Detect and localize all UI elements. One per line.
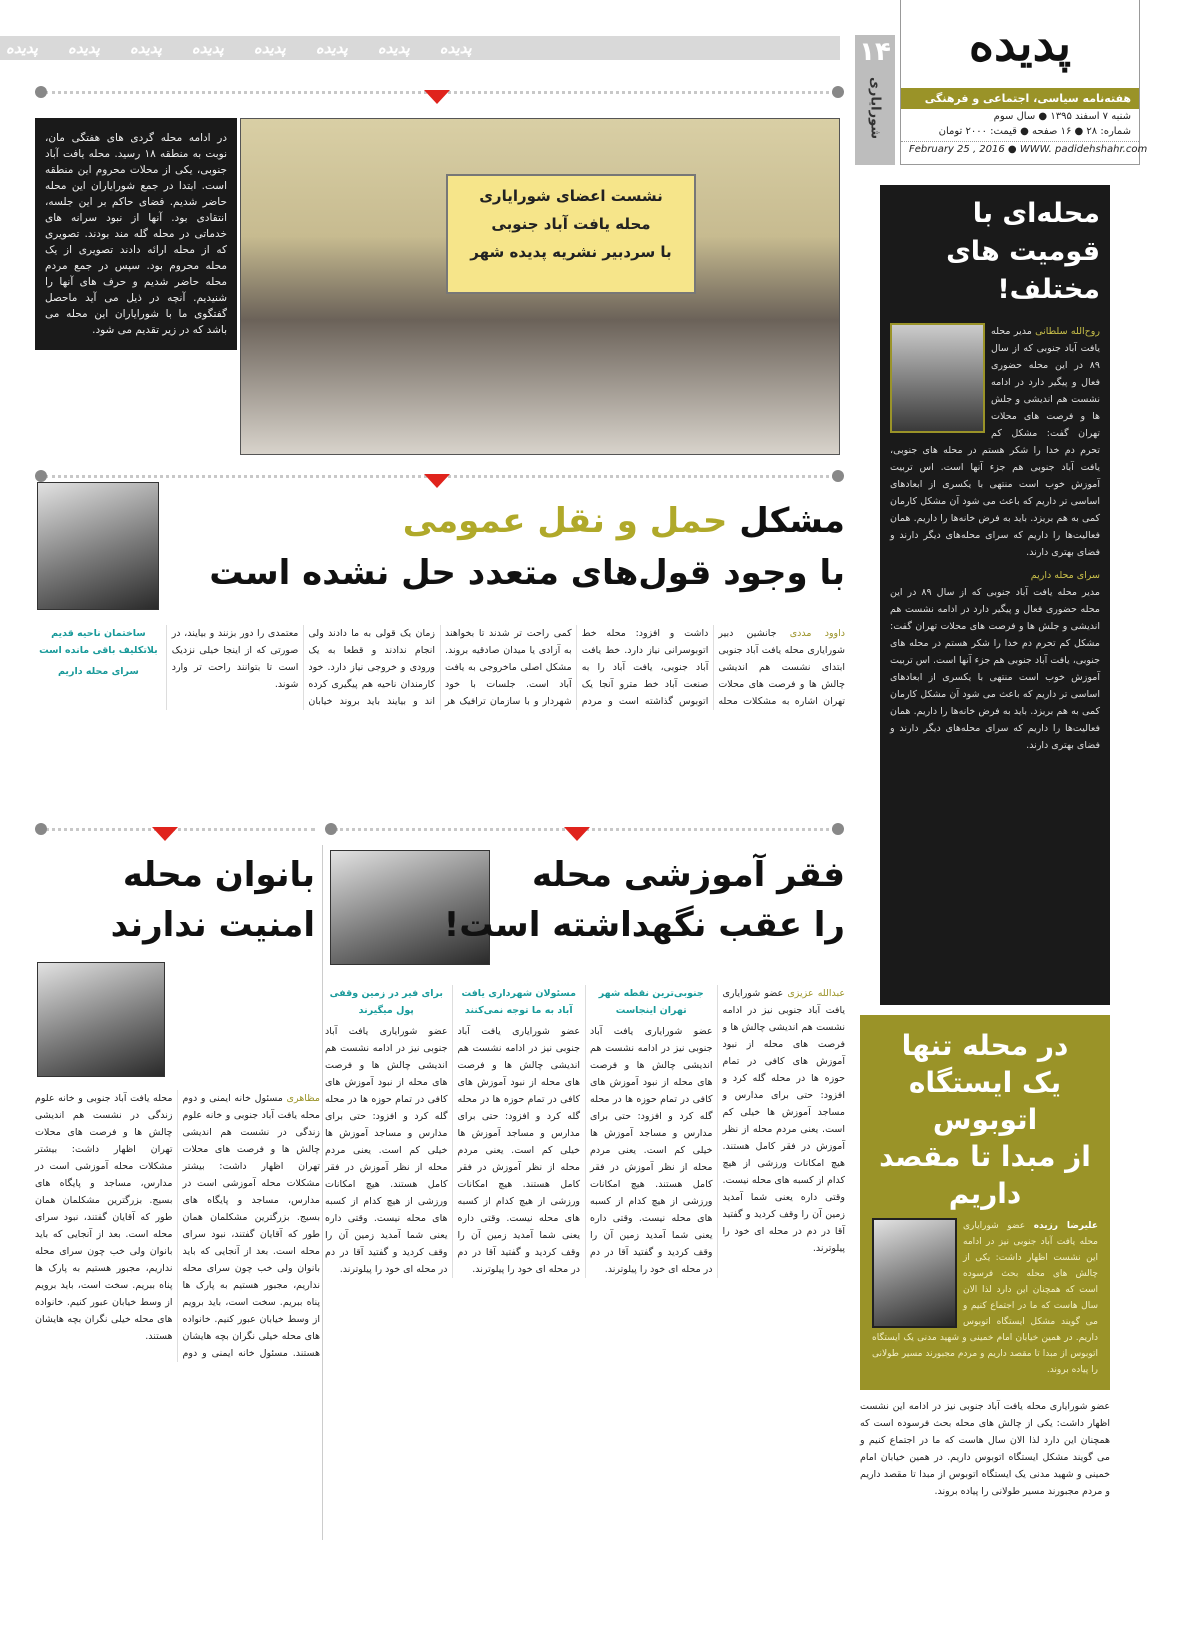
banner-line: با سردبیر نشریه پدیده شهر — [470, 243, 672, 261]
subhead: سرای محله داریم — [1030, 570, 1100, 581]
headline-line: در محله تنها — [901, 1029, 1069, 1062]
transport-body — [35, 625, 845, 710]
red-triangle-marker — [152, 827, 178, 841]
portrait-photo — [890, 323, 985, 433]
page-number: ۱۴ — [859, 37, 891, 67]
strip-logo: پدیده — [67, 39, 100, 57]
headline-line: بانوان محله — [122, 855, 315, 895]
headline-line: یک ایستگاه اتوبوس — [908, 1066, 1062, 1136]
strip-logo: پدیده — [6, 39, 38, 57]
body-text: عضو شورایاری یافت آباد جنوبی نیز در ادامه نشست هم اندیشی چالش ها و فرصت های محله از نبود آموزش های کافی در تمام حوزه ها در محله گله کرد و افزود: حتی برای مدارس و مساجد آموزش ها خیلی کم است. یعنی مردم محله از نظر آموزش در فقر کامل هستند. هیچ امکانات ورزشی از هیچ کدام از کسبه های محله نیست. وقتی داره یعنی شما آمدید زمین آن را وقف کردید و گفتید آقا در دم در محله ای خود را پیلوترند. — [590, 1026, 713, 1275]
banner-line: محله یافت آباد جنوبی — [491, 215, 651, 233]
divider-dot — [832, 823, 844, 835]
english-date-url: February 25 , 2016 ● WWW. padidehshahr.com — [901, 141, 1139, 157]
headline-line: با وجود قول‌های متعدد حل نشده است — [209, 553, 845, 593]
body-text: عضو شورایاری یافت آباد جنوبی نیز در ادامه نشست هم اندیشی چالش ها و فرصت های محله از نبود آموزش های کافی در تمام حوزه ها در محله گله کرد و افزود: حتی برای مدارس و مساجد آموزش ها خیلی کم است. یعنی مردم محله از نظر آموزش در فقر کامل هستند. هیچ امکانات ورزشی از هیچ کدام از کسبه های محله نیست. وقتی داره یعنی شما آمدید زمین آن را وقف کردید و گفتید آقا در دم در محله ای خود را پیلوترند. — [325, 1026, 448, 1275]
column-rule — [322, 845, 323, 1540]
portrait-photo — [37, 962, 165, 1077]
body-text: عضو شورایاری یافت آباد جنوبی نیز در ادامه نشست هم اندیشی چالش ها و فرصت های محله از نبود آموزش های کافی در تمام حوزه ها در محله گله کرد و افزود: حتی برای مدارس و مساجد آموزش ها خیلی کم است. یعنی مردم محله از نظر آموزش در فقر کامل هستند. هیچ امکانات ورزشی از هیچ کدام از کسبه های محله نیست. وقتی داره یعنی شما آمدید زمین آن را وقف کردید و گفتید آقا در دم در محله ای خود را پیلوترند. — [722, 988, 845, 1254]
right-article-headline — [890, 195, 1100, 309]
headline-word: مشکل — [739, 501, 845, 541]
photo-banner — [446, 174, 696, 294]
strip-logo: پدیده — [439, 39, 472, 57]
divider-dot — [35, 86, 47, 98]
body-text: جانشین دبیر شورایاری محله یافت آباد جنوبی ابتدای نشست هم اندیشی چالش ها و فرصت های محلات تهران اشاره به مشکلات محله داشت و افزود: محله خط اتوبوسرانی نیاز دارد. خط یافت آباد جنوبی، یافت آباد را به صنعت آباد خط مترو آنجا یک اتوبوس گذاشته است و مردم کمی راحت تر شدند تا بخواهند به آزادی یا میدان صادقیه بروند. مشکل اصلی ماخروجی به یافت آباد است. جلسات با خود شهردار و با سازمان ترافیک هر زمان یک قولی به ما دادند ولی انجام ندادند و قطعا به یک ورودی و خروجی نیاز دارد. خود کارمندان ناحیه هم پیگیری کرده اند و بیایند باید بروند خیابان معتمدی را دور بزنند و بیایند، در صورتی که از اینجا خیلی نزدیک است تا بتوانند راحت تر وارد شوند. — [171, 628, 845, 707]
strip-logo: پدیده — [253, 39, 286, 57]
body-text: مسئول خانه ایمنی و دوم محله یافت آباد جنوبی و خانه علوم زندگی در نشست هم اندیشی چالش ها و فرصت های محلات تهران اظهار داشت: بیشتر مشکلات محله آموزشی است در مدارس، مساجد و پایگاه های بسیج. بزرگترین مشکلمان همان طور که آقایان گفتند، نبود سرای محله است. بعد از آنجایی که باید بانوان ولی خب چون سرای محله نداریم، مجبور هستیم به پارک ها پناه ببریم. سخت است، باید برویم از وسط خیابان عبور کنیم. خانواده های محله خیلی نگران بچه هایشان هستند. — [182, 1093, 320, 1359]
strip-logo: پدیده — [377, 39, 410, 57]
masthead — [900, 0, 1148, 165]
newspaper-logo: پدیده — [968, 16, 1072, 72]
strip-logo: پدیده — [129, 39, 162, 57]
divider-dot — [35, 470, 47, 482]
strip-logo: پدیده — [315, 39, 348, 57]
page-number-box — [855, 35, 895, 165]
banner-line: نشست اعضای شورایاری — [479, 187, 663, 205]
women-headline — [35, 850, 315, 950]
portrait-photo — [37, 482, 159, 610]
body-text: مدیر محله یافت آباد جنوبی که از سال ۸۹ در این محله حضوری فعال و پیگیر دارد در ادامه نشست هم اندیشی و جلش ها و فرصت های محلات تهران گفت: مشکل کم تحرم دم خدا را شکر هستم در محله های جنوبی، یافت آباد جنوبی هم جزء آنها است. اس تربیت آموزش خوب است منتهی با یکسری از ابعادهای اساسی تر داریم که باعث می شود آن مشکل کارمان کمی به هم بریزد. باید به فرض خانه‌ها را داریم. همان فعالیت‌ها را داریم که سرای محله‌های دیگر دارند و فضای بهتری دارند. — [890, 326, 1100, 558]
headline-line: قومیت های مختلف! — [946, 236, 1100, 305]
tagline: هفته‌نامه سیاسی، اجتماعی و فرهنگی — [901, 88, 1139, 109]
red-triangle-marker — [424, 474, 450, 488]
bus-body-continued — [860, 1398, 1110, 1500]
bus-article-box — [860, 1015, 1110, 1390]
date-line: شنبه ۷ اسفند ۱۳۹۵ ● سال سوم — [993, 111, 1131, 122]
headline-line: داریم — [948, 1177, 1022, 1210]
portrait-photo — [872, 1218, 957, 1328]
subhead: سرای محله داریم — [57, 666, 139, 677]
transport-headline — [180, 495, 845, 599]
issue-line: شماره: ۲۸ ● ۱۶ صفحه ● قیمت: ۲۰۰۰ تومان — [938, 126, 1131, 137]
body-text: عضو شورایاری محله یافت آباد جنوبی نیز در ادامه این نشست اظهار داشت: یکی از چالش های محله بحث فرسوده است که همچنان این دارد لذا الان سال هاست که ما در اجتماع کنیم و می گویند مشکل ایستگاه اتوبوس داریم. در همین خیابان امام خمینی و شهید مدنی یک ایستگاه اتوبوس از مبدا تا مقصد داریم و مردم مجبورند مسیر طولانی را پیاده بروند. — [860, 1401, 1110, 1497]
body-text: مسئول خانه ایمنی و دوم محله یافت آباد جنوبی و خانه علوم زندگی در نشست هم اندیشی چالش ها و فرصت های محلات تهران اظهار داشت: بیشتر مشکلات محله آموزشی است در مدارس، مساجد و پایگاه های بسیج. بزرگترین مشکلمان همان طور که آقایان گفتند، نبود سرای محله است. بعد از آنجایی که باید بانوان ولی خب چون سرای محله نداریم، مجبور هستیم به پارک ها پناه ببریم. سخت است، باید برویم از وسط خیابان عبور کنیم. خانواده های محله خیلی نگران بچه هایشان هستند. — [35, 1093, 293, 1359]
lead-name: مظاهری — [286, 1093, 320, 1104]
section-name: شورایاری — [867, 77, 883, 140]
red-triangle-marker — [564, 827, 590, 841]
body-text: عضو شورایاری محله یافت آباد جنوبی نیز در ادامه این نشست اظهار داشت: یکی از چالش های محله بحث فرسوده است که همچنان این دارد لذا الان سال هاست که ما در اجتماع کنیم و می گویند مشکل ایستگاه اتوبوس داریم. در همین خیابان امام خمینی و شهید مدنی یک ایستگاه اتوبوس از مبدا تا مقصد داریم و مردم مجبورند مسیر طولانی را پیاده بروند. — [872, 1221, 1098, 1375]
bus-article — [860, 1015, 1110, 1500]
subhead: برای فیر در زمین وقفی پول میگیرند — [329, 988, 443, 1016]
divider — [45, 828, 315, 831]
education-headline — [443, 850, 845, 950]
intro-box: در ادامه محله گردی های هفتگی مان، نوبت به منطقه ۱۸ رسید. محله یافت آباد جنوبی، یکی از محلات محروم این منطقه است. ابتدا در جمع شورایاران این محله حاضر شدیم. فضای حاکم بر این جلسه، انتقادی بود. آنها از نبود سرانه های خدماتی در محله گله مند بودند. تصویری که از محله ارائه دادند تصویری از یک محله محروم بود. سپس در جمع مردم محله حاضر شدیم و حرف های آنها را شنیدیم. آنچه در ذیل می آید ماحصل گفتگوی ما با شورایاران این محله می باشد که در زیر تقدیم می شود. — [35, 118, 237, 350]
divider-dot — [832, 86, 844, 98]
headline-line: از مبدا تا مقصد — [879, 1140, 1091, 1173]
red-triangle-marker — [424, 90, 450, 104]
divider-dot — [325, 823, 337, 835]
bus-headline — [872, 1027, 1098, 1212]
education-body — [325, 985, 845, 1278]
header-logo-strip — [0, 36, 840, 60]
lead-name: روح‌الله سلطانی — [1035, 326, 1100, 337]
lead-name: عبدالله عزیزی — [787, 988, 846, 999]
headline-line: فقر آموزشی محله — [531, 855, 845, 895]
right-article — [880, 185, 1110, 1005]
lead-name: علیرضا رزیده — [1033, 1221, 1098, 1231]
subhead: جنوبی‌ترین نقطه شهر تهران اینجاست — [598, 988, 704, 1016]
subhead: ساختمان ناحیه قدیم بلاتکلیف باقی مانده است — [39, 628, 158, 656]
divider-dot — [35, 823, 47, 835]
meeting-photo — [240, 118, 840, 455]
lead-name: داوود مددی — [789, 628, 845, 639]
subhead: مسئولان شهرداری یافت آباد به ما توجه نمی‌کنند — [461, 988, 576, 1016]
body-text: مدیر محله یافت آباد جنوبی که از سال ۸۹ در این محله حضوری فعال و پیگیر دارد در ادامه نشست هم اندیشی و جلش ها و فرصت های محلات تهران گفت: مشکل کم تحرم دم خدا را شکر هستم در محله های جنوبی، یافت آباد جنوبی هم جزء آنها است. اس تربیت آموزش خوب است منتهی با یکسری از ابعادهای اساسی تر داریم که باعث می شود آن مشکل کارمان کمی به هم بریزد. باید به فرض خانه‌ها را داریم. همان فعالیت‌ها را داریم که سرای محله‌های دیگر دارند و فضای بهتری دارند. — [890, 587, 1100, 751]
headline-highlight: حمل و نقل عمومی — [402, 501, 728, 541]
headline-line: امنیت ندارند — [110, 905, 315, 945]
divider-dot — [832, 470, 844, 482]
headline-line: محله‌ای با — [972, 198, 1100, 229]
women-body — [35, 1090, 320, 1362]
body-text: عضو شورایاری یافت آباد جنوبی نیز در ادامه نشست هم اندیشی چالش ها و فرصت های محله از نبود آموزش های کافی در تمام حوزه ها در محله گله کرد و افزود: حتی برای مدارس و مساجد آموزش ها خیلی کم است. یعنی مردم محله از نظر آموزش در فقر کامل هستند. هیچ امکانات ورزشی از هیچ کدام از کسبه های محله نیست. وقتی داره یعنی شما آمدید زمین آن را وقف کردید و گفتید آقا در دم در محله ای خود را پیلوترند. — [457, 1026, 580, 1275]
strip-logo: پدیده — [191, 39, 224, 57]
headline-line: را عقب نگهداشته است! — [443, 905, 845, 945]
